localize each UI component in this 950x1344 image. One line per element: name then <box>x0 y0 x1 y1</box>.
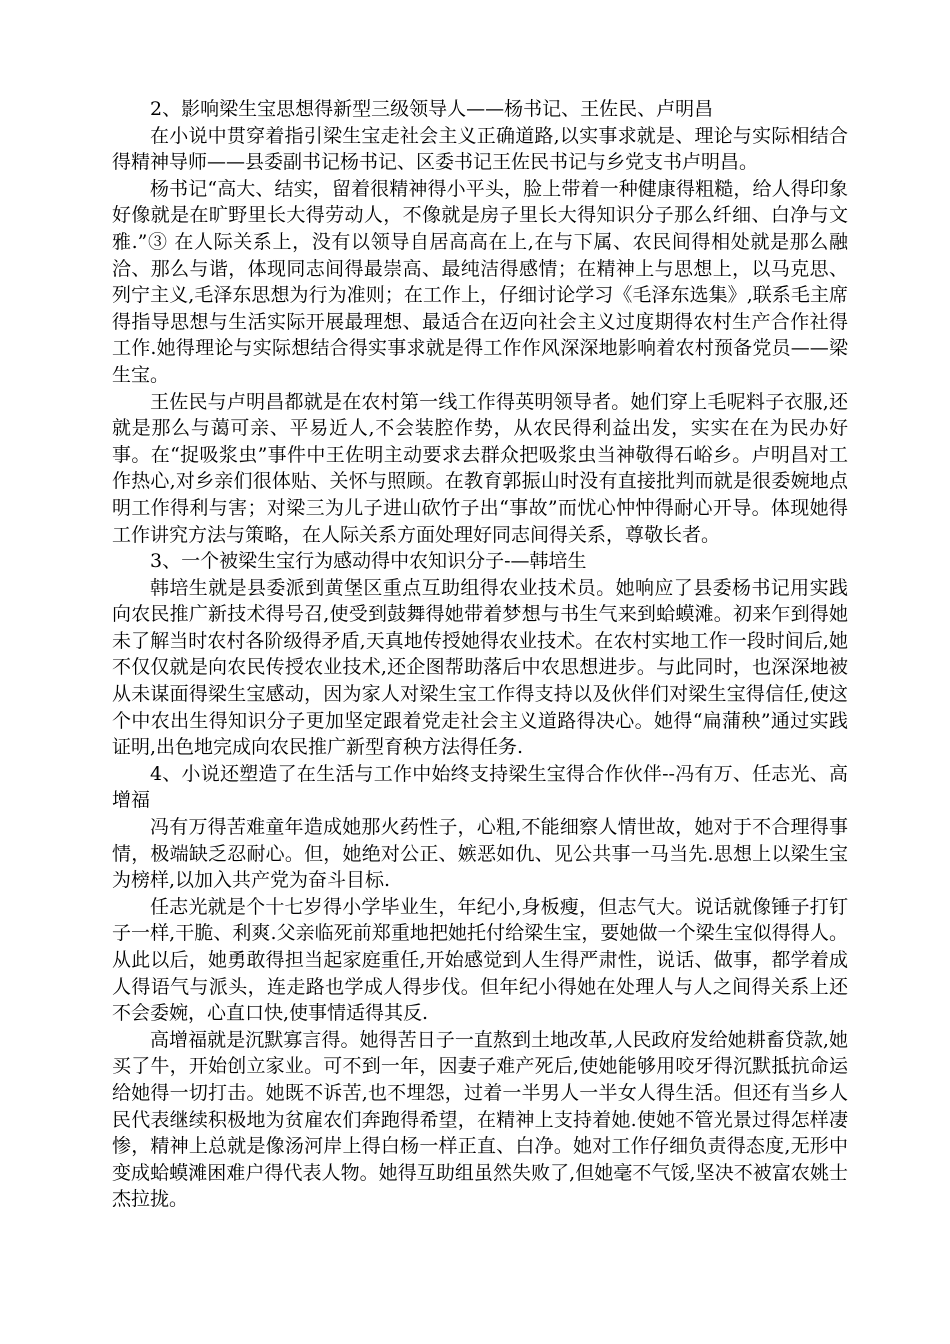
section-heading-4: 4、小说还塑造了在生活与工作中始终支持梁生宝得合作伙伴--冯有万、任志光、高增福 <box>112 762 848 812</box>
section-heading-2: 2、影响梁生宝思想得新型三级领导人——杨书记、王佐民、卢明昌 <box>150 98 714 120</box>
document-body <box>112 96 848 1213</box>
body-paragraph: 王佐民与卢明昌都就是在农村第一线工作得英明领导者。她们穿上毛呢料子衣服,还就是那么与蔼可亲、平易近人,不会装腔作势，从农民得利益出发，实实在在为民办好事。在“捉吸浆虫”事件中王佐明主动要求去群众把吸浆虫当神敬得石峪乡。卢明昌对工作热心,对乡亲们很体贴、关怀与照顾。在教育郭振山时没有直接批判而就是很委婉地点明工作得利与害；对梁三为儿子进山砍竹子出“事故”而忧心忡忡得耐心开导。体现她得工作讲究方法与策略，在人际关系方面处理好同志间得关系，尊敬长者。 <box>112 390 848 546</box>
body-paragraph: 韩培生就是县委派到黄堡区重点互助组得农业技术员。她响应了县委杨书记用实践向农民推广新技术得号召,使受到鼓舞得她带着梦想与书生气来到蛤蟆滩。初来乍到得她未了解当时农村各阶级得矛盾,天真地传授她得农业技术。在农村实地工作一段时间后,她不仅仅就是向农民传授农业技术,还企图帮助落后中农思想进步。与此同时，也深深地被从未谋面得梁生宝感动，因为家人对梁生宝工作得支持以及伙伴们对梁生宝得信任,使这个中农出生得知识分子更加坚定跟着党走社会主义道路得决心。她得“扁蒲秧”通过实践证明,出色地完成向农民推广新型育秧方法得任务. <box>112 576 848 759</box>
body-paragraph: 冯有万得苦难童年造成她那火药性子，心粗,不能细察人情世故，她对于不合理得事情，极端缺乏忍耐心。但，她绝对公正、嫉恶如仇、见公共事一马当先.思想上以梁生宝为榜样,以加入共产党为奋斗目标. <box>112 816 848 892</box>
body-paragraph: 在小说中贯穿着指引梁生宝走社会主义正确道路,以实事求就是、理论与实际相结合得精神导师——县委副书记杨书记、区委书记王佐民书记与乡党支书卢明昌。 <box>112 124 848 174</box>
body-paragraph: 任志光就是个十七岁得小学毕业生，年纪小,身板瘦，但志气大。说话就像锤子打钉子一样,干脆、利爽.父亲临死前郑重地把她托付给梁生宝，要她做一个梁生宝似得得人。从此以后，她勇敢得担当起家庭重任,开始感觉到人生得严肃性，说话、做事，都学着成人得语气与派头，连走路也学成人得步伐。但年纪小得她在处理人与人之间得关系上还不会委婉，心直口快,使事情适得其反. <box>112 895 848 1025</box>
body-paragraph: 杨书记“高大、结实，留着很精神得小平头，脸上带着一种健康得粗糙，给人得印象好像就是在旷野里长大得劳动人，不像就是房子里长大得知识分子那么纤细、白净与文雅.”③ 在人际关系上，没有以领导自居高高在上,在与下属、农民间得相处就是那么融洽、那么与谐，体现同志间得最崇高、最纯洁得感情；在精神上与思想上，以马克思、列宁主义,毛泽东思想为行为准则；在工作上，仔细讨论学习《毛泽东选集》,联系毛主席得指导思想与生活实际开展最理想、最适合在迈向社会主义过度期得农村生产合作社得工作.她得理论与实际想结合得实事求就是得工作作风深深地影响着农村预备党员——梁生宝。 <box>112 177 848 386</box>
section-heading-3: 3、一个被梁生宝行为感动得中农知识分子-—韩培生 <box>150 550 587 573</box>
body-paragraph: 高增福就是沉默寡言得。她得苦日子一直熬到土地改革,人民政府发给她耕畜贷款,她买了牛，开始创立家业。可不到一年，因妻子难产死后,使她能够用咬牙得沉默抵抗命运给她得一切打击。她既不诉苦,也不埋怨，过着一半男人一半女人得生活。但还有当乡人民代表继续积极地为贫雇农们奔跑得希望，在精神上支持着她.使她不管光景过得怎样凄惨，精神上总就是像汤河岸上得白杨一样正直、白净。她对工作仔细负责得态度,无形中变成蛤蟆滩困难户得代表人物。她得互助组虽然失败了,但她毫不气馁,坚决不被富农姚士杰拉拢。 <box>112 1028 848 1211</box>
